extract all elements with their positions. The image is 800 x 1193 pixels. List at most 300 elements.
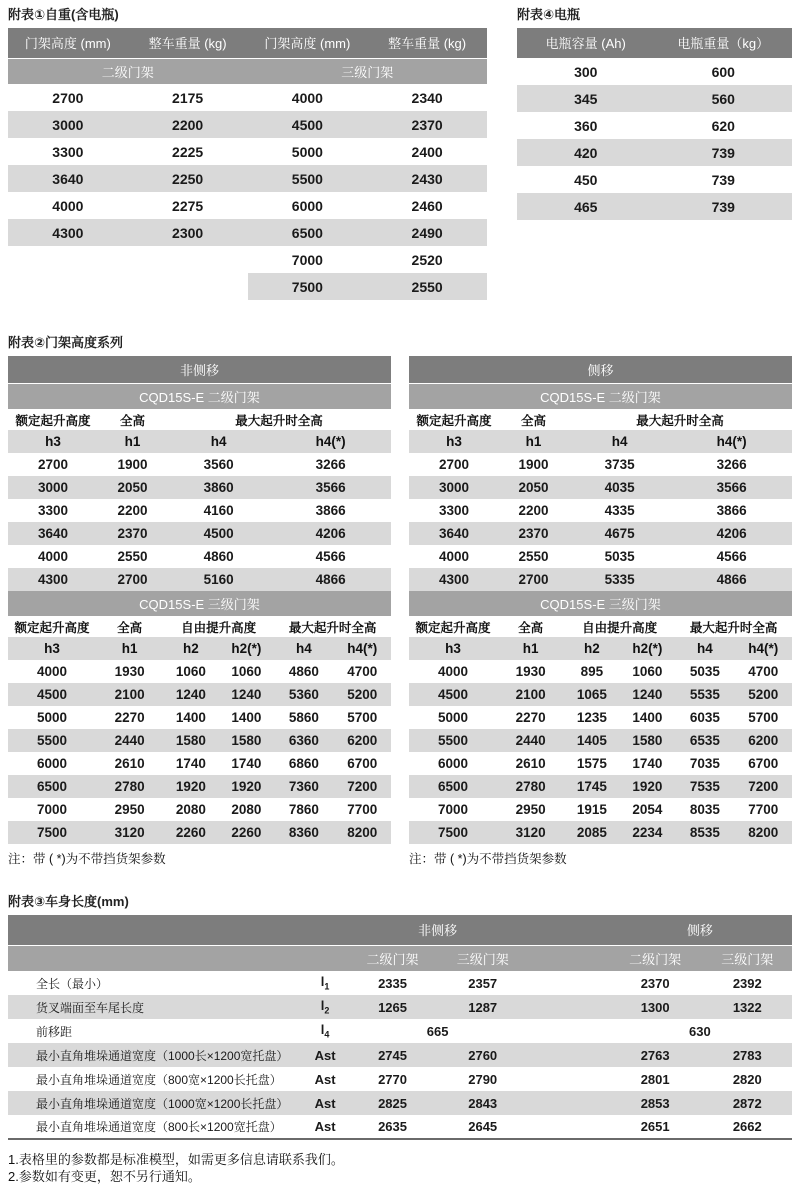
- column-group-header: 额定起升高度: [409, 409, 499, 430]
- column-group-header: 自由提升高度: [163, 616, 274, 637]
- data-cell: 2392: [703, 971, 792, 995]
- column-group-header: 最大起升时全高: [167, 409, 391, 430]
- data-cell: 5000: [8, 706, 96, 729]
- data-cell: 4300: [8, 219, 128, 246]
- data-cell: 2825: [347, 1091, 437, 1115]
- mast-group-header: 侧移: [409, 356, 792, 383]
- column-group-header: 自由提升高度: [564, 616, 675, 637]
- data-cell: 6700: [735, 752, 792, 775]
- symbol-header: h2: [564, 637, 620, 660]
- data-cell: 5500: [8, 729, 96, 752]
- footnote: 1.表格里的参数都是标准模型，如需更多信息请联系我们。: [8, 1152, 344, 1167]
- model-header: CQD15S-E 二级门架: [409, 384, 792, 409]
- table-row: [409, 476, 792, 499]
- weight-group-header-row: [8, 58, 487, 84]
- row-symbol: Ast: [303, 1043, 348, 1067]
- data-cell: 2050: [98, 476, 167, 499]
- data-cell: 2610: [497, 752, 564, 775]
- data-cell: 1580: [163, 729, 219, 752]
- battery-column-header-row: [517, 28, 792, 58]
- symbol-header: h4: [274, 637, 333, 660]
- table-row: [8, 111, 487, 138]
- data-cell: 665: [347, 1019, 527, 1043]
- data-cell: 2370: [499, 522, 568, 545]
- spacer-cell: [528, 1019, 608, 1043]
- data-cell: 7500: [409, 821, 497, 844]
- empty-cell: [128, 273, 248, 300]
- blank-header: [8, 915, 347, 945]
- column-group-header: 全高: [497, 616, 564, 637]
- data-cell: 1740: [163, 752, 219, 775]
- data-cell: 2085: [564, 821, 620, 844]
- column-header: 三级门架: [438, 945, 528, 971]
- symbol-header: h1: [96, 637, 163, 660]
- row-label: 最小直角堆垛通道宽度（800宽×1200长托盘）: [8, 1067, 303, 1091]
- data-cell: 5200: [334, 683, 391, 706]
- data-cell: 3266: [671, 453, 792, 476]
- data-cell: 5500: [409, 729, 497, 752]
- data-cell: 2763: [608, 1043, 703, 1067]
- data-cell: 2370: [608, 971, 703, 995]
- body-length-group-header-row: [8, 915, 792, 945]
- column-header: 门架高度 (mm): [248, 28, 368, 58]
- table-row: [8, 192, 487, 219]
- data-cell: 3300: [409, 499, 499, 522]
- mast-note: 注：带 ( *)为不带挡货架参数: [8, 852, 166, 866]
- data-cell: 2370: [98, 522, 167, 545]
- data-cell: 7200: [735, 775, 792, 798]
- data-cell: 2260: [219, 821, 275, 844]
- symbol-header: h4: [568, 430, 671, 453]
- table-row: [8, 246, 487, 273]
- row-symbol: Ast: [303, 1091, 348, 1115]
- data-cell: 600: [655, 58, 793, 85]
- table-row: [409, 706, 792, 729]
- column-group-header: 全高: [499, 409, 568, 430]
- data-cell: 3566: [671, 476, 792, 499]
- column-group-header: 额定起升高度: [8, 616, 96, 637]
- table-row: [517, 58, 792, 85]
- column-group-row: [8, 409, 391, 430]
- data-cell: 6000: [8, 752, 96, 775]
- mast-section-table: [409, 591, 792, 844]
- data-cell: 2250: [128, 165, 248, 192]
- data-cell: 7500: [8, 821, 96, 844]
- data-cell: 2440: [497, 729, 564, 752]
- data-cell: 2780: [497, 775, 564, 798]
- data-cell: 1915: [564, 798, 620, 821]
- symbol-header-row: [8, 637, 391, 660]
- symbol-header: h4(*): [334, 637, 391, 660]
- data-cell: 420: [517, 139, 655, 166]
- symbol-header-row: [8, 430, 391, 453]
- data-cell: 4160: [167, 499, 270, 522]
- table-row: [8, 1115, 792, 1139]
- data-cell: 1405: [564, 729, 620, 752]
- spacer-cell: [528, 1115, 608, 1139]
- group-header: 侧移: [608, 915, 792, 945]
- table-row: [8, 1067, 792, 1091]
- weight-table-tbody: [8, 84, 487, 300]
- data-cell: 6200: [735, 729, 792, 752]
- data-cell: 1900: [98, 453, 167, 476]
- data-cell: 1920: [620, 775, 676, 798]
- column-group-row: [409, 616, 792, 637]
- body-length-column-header-row: [8, 945, 792, 971]
- data-cell: 3120: [96, 821, 163, 844]
- data-cell: 6535: [675, 729, 734, 752]
- symbol-header: h1: [497, 637, 564, 660]
- data-cell: 4700: [735, 660, 792, 683]
- table-row: [8, 775, 391, 798]
- table-row: [8, 165, 487, 192]
- data-cell: 2200: [499, 499, 568, 522]
- data-cell: 7000: [8, 798, 96, 821]
- data-cell: 345: [517, 85, 655, 112]
- empty-cell: [8, 246, 128, 273]
- data-cell: 7000: [248, 246, 368, 273]
- spacer-cell: [528, 1091, 608, 1115]
- row-label: 最小直角堆垛通道宽度（1000长×1200宽托盘）: [8, 1043, 303, 1067]
- symbol-header: h3: [409, 637, 497, 660]
- data-cell: 3300: [8, 499, 98, 522]
- table-row: [8, 84, 487, 111]
- row-label: 货叉端面至车尾长度: [8, 995, 303, 1019]
- table-row: [8, 660, 391, 683]
- data-cell: 4000: [248, 84, 368, 111]
- body-length-section: [8, 895, 792, 1185]
- data-cell: 5360: [274, 683, 333, 706]
- mast-tables: [8, 356, 792, 867]
- data-cell: 1300: [608, 995, 703, 1019]
- data-cell: 4000: [8, 192, 128, 219]
- data-cell: 739: [655, 193, 793, 220]
- data-cell: 4860: [274, 660, 333, 683]
- spacer-header: [528, 915, 608, 945]
- body-length-title: 附表③车身长度(mm): [8, 894, 129, 909]
- data-cell: 2700: [98, 568, 167, 591]
- data-cell: 7360: [274, 775, 333, 798]
- mast-section: [8, 336, 792, 867]
- data-cell: 4700: [334, 660, 391, 683]
- row-symbol: Ast: [303, 1115, 348, 1139]
- column-header: 电瓶重量（kg）: [655, 28, 793, 58]
- data-cell: 7500: [248, 273, 368, 300]
- row-label: 全长（最小）: [8, 971, 303, 995]
- column-group-row: [8, 616, 391, 637]
- data-cell: 3640: [8, 522, 98, 545]
- spacer-cell: [528, 971, 608, 995]
- data-cell: 2225: [128, 138, 248, 165]
- column-group-header: 最大起升时全高: [568, 409, 792, 430]
- table-row: [8, 273, 487, 300]
- table-row: [517, 193, 792, 220]
- table-row: [8, 138, 487, 165]
- table-row: [8, 821, 391, 844]
- data-cell: 6700: [334, 752, 391, 775]
- data-cell: 7000: [409, 798, 497, 821]
- data-cell: 2370: [367, 111, 487, 138]
- data-cell: 2550: [367, 273, 487, 300]
- data-cell: 895: [564, 660, 620, 683]
- column-header: 整车重量 (kg): [367, 28, 487, 58]
- symbol-header: h2: [163, 637, 219, 660]
- data-cell: 1400: [163, 706, 219, 729]
- symbol-header: h1: [499, 430, 568, 453]
- spacer-cell: [528, 1067, 608, 1091]
- data-cell: 1900: [499, 453, 568, 476]
- data-cell: 4866: [270, 568, 391, 591]
- data-cell: 3866: [671, 499, 792, 522]
- table-row: [409, 775, 792, 798]
- column-group-row: [409, 409, 792, 430]
- mast-note: 注：带 ( *)为不带挡货架参数: [409, 852, 567, 866]
- symbol-header: h4(*): [735, 637, 792, 660]
- table-row: [8, 522, 391, 545]
- data-cell: 8200: [735, 821, 792, 844]
- data-cell: 2430: [367, 165, 487, 192]
- mast-section-table: [409, 384, 792, 591]
- data-cell: 2700: [8, 453, 98, 476]
- data-cell: 2100: [497, 683, 564, 706]
- data-cell: 1235: [564, 706, 620, 729]
- battery-table-block: [517, 8, 792, 220]
- data-cell: 2357: [438, 971, 528, 995]
- data-cell: 2790: [438, 1067, 528, 1091]
- data-cell: 1930: [96, 660, 163, 683]
- data-cell: 2872: [703, 1091, 792, 1115]
- data-cell: 5000: [248, 138, 368, 165]
- table-row: [409, 545, 792, 568]
- table-row: [8, 971, 792, 995]
- data-cell: 3266: [270, 453, 391, 476]
- table-row: [8, 476, 391, 499]
- data-cell: 2080: [163, 798, 219, 821]
- table-row: [409, 729, 792, 752]
- table-row: [409, 821, 792, 844]
- data-cell: 1920: [219, 775, 275, 798]
- table-row: [8, 1019, 792, 1043]
- column-header: 门架高度 (mm): [8, 28, 128, 58]
- table-row: [8, 752, 391, 775]
- battery-table: [517, 28, 792, 220]
- symbol-header: h4(*): [671, 430, 792, 453]
- data-cell: 7035: [675, 752, 734, 775]
- table-row: [8, 219, 487, 246]
- data-cell: 2635: [347, 1115, 437, 1139]
- table-row: [517, 85, 792, 112]
- data-cell: 1575: [564, 752, 620, 775]
- model-header-row: [409, 591, 792, 616]
- data-cell: 4000: [409, 545, 499, 568]
- data-cell: 1322: [703, 995, 792, 1019]
- data-cell: 1060: [219, 660, 275, 683]
- table-row: [517, 166, 792, 193]
- top-section: [8, 8, 792, 300]
- symbol-header-row: [409, 637, 792, 660]
- data-cell: 2080: [219, 798, 275, 821]
- data-cell: 360: [517, 112, 655, 139]
- symbol-header: h4: [167, 430, 270, 453]
- data-cell: 4500: [409, 683, 497, 706]
- data-cell: 630: [608, 1019, 792, 1043]
- data-cell: 2275: [128, 192, 248, 219]
- data-cell: 6360: [274, 729, 333, 752]
- weight-table-title: 附表①自重(含电瓶): [8, 7, 119, 22]
- empty-cell: [128, 246, 248, 273]
- group-header: 二级门架: [8, 58, 248, 84]
- data-cell: 8200: [334, 821, 391, 844]
- data-cell: 4206: [270, 522, 391, 545]
- data-cell: 2745: [347, 1043, 437, 1067]
- mast-table-non-sideshift: [8, 356, 391, 867]
- data-cell: 5500: [248, 165, 368, 192]
- data-cell: 4500: [8, 683, 96, 706]
- symbol-header: h3: [8, 637, 96, 660]
- table-row: [8, 453, 391, 476]
- data-cell: 2760: [438, 1043, 528, 1067]
- data-cell: 560: [655, 85, 793, 112]
- data-cell: 6000: [409, 752, 497, 775]
- symbol-header-row: [409, 430, 792, 453]
- data-cell: 4335: [568, 499, 671, 522]
- data-cell: 4500: [167, 522, 270, 545]
- data-cell: 739: [655, 166, 793, 193]
- group-header: 非侧移: [347, 915, 527, 945]
- data-cell: 2783: [703, 1043, 792, 1067]
- table-row: [8, 706, 391, 729]
- data-cell: 2175: [128, 84, 248, 111]
- column-group-header: 额定起升高度: [8, 409, 98, 430]
- data-cell: 4566: [671, 545, 792, 568]
- data-cell: 3866: [270, 499, 391, 522]
- data-cell: 2440: [96, 729, 163, 752]
- data-cell: 739: [655, 139, 793, 166]
- symbol-header: h3: [409, 430, 499, 453]
- data-cell: 2300: [128, 219, 248, 246]
- data-cell: 2950: [497, 798, 564, 821]
- data-cell: 4566: [270, 545, 391, 568]
- footnote: 2.参数如有变更，恕不另行通知。: [8, 1169, 201, 1184]
- data-cell: 3560: [167, 453, 270, 476]
- data-cell: 2054: [620, 798, 676, 821]
- column-group-header: 全高: [96, 616, 163, 637]
- weight-table-block: [8, 8, 487, 300]
- mast-table-sideshift: [409, 356, 792, 867]
- table-row: [8, 729, 391, 752]
- row-symbol: $l_2$: [303, 995, 348, 1019]
- model-header: CQD15S-E 三级门架: [8, 591, 391, 616]
- data-cell: 4000: [8, 660, 96, 683]
- table-row: [8, 995, 792, 1019]
- data-cell: 3860: [167, 476, 270, 499]
- data-cell: 1740: [620, 752, 676, 775]
- data-cell: 7535: [675, 775, 734, 798]
- data-cell: 2340: [367, 84, 487, 111]
- table-row: [8, 1043, 792, 1067]
- blank-header: [8, 945, 347, 971]
- data-cell: 7860: [274, 798, 333, 821]
- data-cell: 3000: [409, 476, 499, 499]
- data-cell: 2200: [98, 499, 167, 522]
- table-row: [409, 522, 792, 545]
- weight-table: [8, 28, 487, 300]
- data-cell: 2662: [703, 1115, 792, 1139]
- data-cell: 3000: [8, 476, 98, 499]
- data-cell: 1060: [163, 660, 219, 683]
- data-cell: 2780: [96, 775, 163, 798]
- data-cell: 1065: [564, 683, 620, 706]
- data-cell: 5860: [274, 706, 333, 729]
- data-cell: 4675: [568, 522, 671, 545]
- data-cell: 2460: [367, 192, 487, 219]
- data-cell: 5200: [735, 683, 792, 706]
- column-header: 电瓶容量 (Ah): [517, 28, 655, 58]
- symbol-header: h2(*): [620, 637, 676, 660]
- data-cell: 3566: [270, 476, 391, 499]
- data-cell: 2270: [96, 706, 163, 729]
- data-cell: 1745: [564, 775, 620, 798]
- data-cell: 2700: [409, 453, 499, 476]
- data-cell: 1060: [620, 660, 676, 683]
- data-cell: 3300: [8, 138, 128, 165]
- data-cell: 4035: [568, 476, 671, 499]
- data-cell: 5160: [167, 568, 270, 591]
- model-header-row: [8, 591, 391, 616]
- data-cell: 4000: [8, 545, 98, 568]
- body-length-tbody: [8, 971, 792, 1139]
- empty-cell: [8, 273, 128, 300]
- table-row: [8, 683, 391, 706]
- data-cell: 2200: [128, 111, 248, 138]
- data-cell: 2520: [367, 246, 487, 273]
- data-cell: 3120: [497, 821, 564, 844]
- column-group-header: 最大起升时全高: [675, 616, 792, 637]
- mast-section-table: [8, 591, 391, 844]
- data-cell: 6500: [248, 219, 368, 246]
- data-cell: 2700: [499, 568, 568, 591]
- battery-table-title: 附表④电瓶: [517, 7, 581, 22]
- data-cell: 1580: [620, 729, 676, 752]
- data-cell: 3735: [568, 453, 671, 476]
- symbol-header: h3: [8, 430, 98, 453]
- data-cell: 620: [655, 112, 793, 139]
- mast-section-table: [8, 384, 391, 591]
- data-cell: 1400: [620, 706, 676, 729]
- table-row: [409, 499, 792, 522]
- data-cell: 3640: [409, 522, 499, 545]
- data-cell: 6860: [274, 752, 333, 775]
- table-row: [409, 453, 792, 476]
- row-symbol: Ast: [303, 1067, 348, 1091]
- data-cell: 2335: [347, 971, 437, 995]
- table-row: [409, 752, 792, 775]
- data-cell: 5535: [675, 683, 734, 706]
- data-cell: 8535: [675, 821, 734, 844]
- data-cell: 1287: [438, 995, 528, 1019]
- group-header: 三级门架: [248, 58, 488, 84]
- table-row: [8, 499, 391, 522]
- data-cell: 1580: [219, 729, 275, 752]
- data-cell: 7700: [735, 798, 792, 821]
- data-cell: 2490: [367, 219, 487, 246]
- column-group-header: 最大起升时全高: [274, 616, 391, 637]
- table-row: [409, 683, 792, 706]
- data-cell: 1240: [620, 683, 676, 706]
- data-cell: 3640: [8, 165, 128, 192]
- data-cell: 5335: [568, 568, 671, 591]
- table-row: [8, 798, 391, 821]
